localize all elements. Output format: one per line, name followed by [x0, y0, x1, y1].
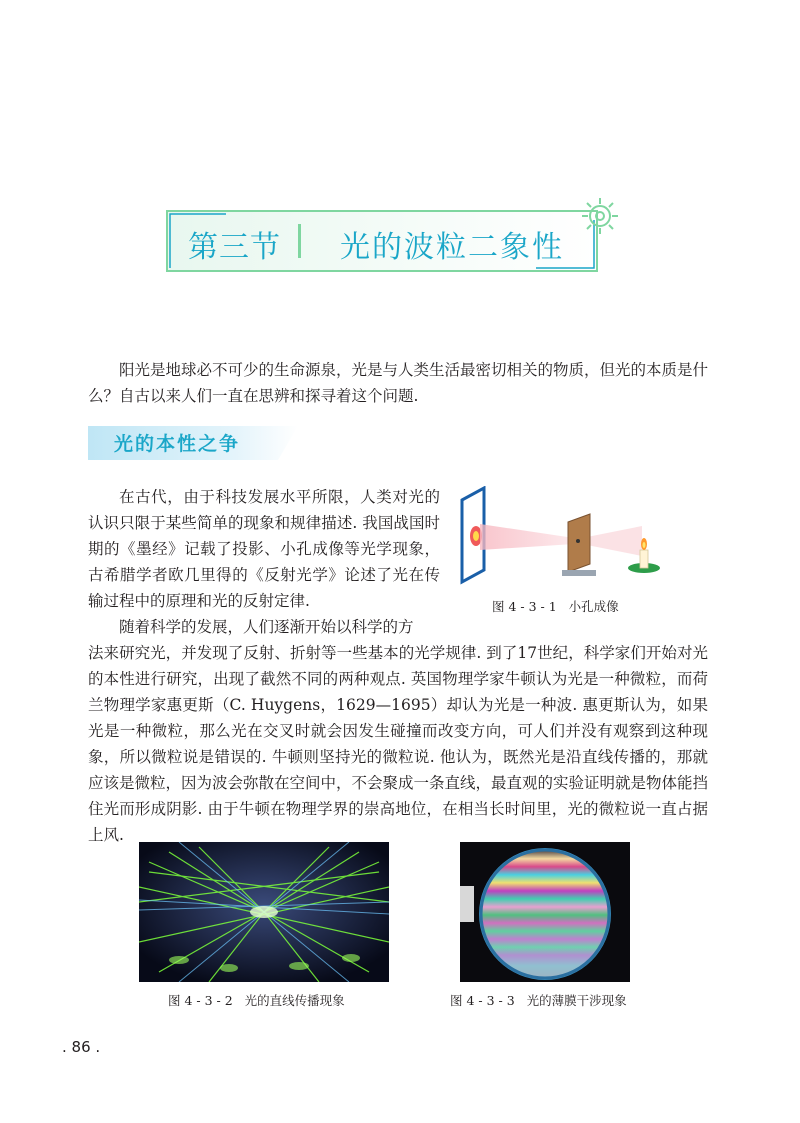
gear-icon	[578, 194, 622, 238]
section-number: 第三节	[188, 230, 281, 265]
paragraph-particle-wave-debate: 法来研究光，并发现了反射、折射等一些基本的光学规律. 到了17世纪，科学家们开始对光的本性进行研究，出现了截然不同的两种观点. 英国物理学家牛顿认为光是一种微粒，而荷兰物理学家惠更斯（C. Huygens，1629—1695）却认为光是一种波. 惠更斯认为，如果光是一种微粒，那么光在交叉时就会因发生碰撞而改变方向，可人们并没有观察到这种现象，所以微粒说是错误的. 牛顿则坚持光的微粒说. 他认为，既然光是沿直线传播的，那就应该是微粒，因为波会弥散在空间中，不会聚成一条直线，最直观的实验证明就是物体能挡住光而形成阴影. 由于牛顿在物理学界的崇高地位，在相当长时间里，光的微粒说一直占据上风.	[88, 644, 709, 844]
subsection-title: 光的本性之争	[114, 433, 241, 455]
pinhole-imaging-figure	[456, 486, 676, 586]
page-number: . 86 .	[62, 1038, 101, 1056]
figure-caption-thin-film: 图 4 - 3 - 3 光的薄膜干涉现象	[450, 993, 627, 1008]
figure-caption-laser: 图 4 - 3 - 2 光的直线传播现象	[168, 993, 345, 1008]
intro-paragraph: 阳光是地球必不可少的生命源泉，光是与人类生活最密切相关的物质，但光的本质是什么？自古以来人们一直在思辨和探寻着这个问题.	[88, 361, 709, 405]
thin-film-interference-photo	[460, 842, 630, 982]
figure-caption-pinhole: 图 4 - 3 - 1 小孔成像	[492, 599, 619, 614]
heading-divider	[298, 224, 301, 258]
paragraph-ancient-optics: 在古代，由于科技发展水平所限，人类对光的认识只限于某些简单的现象和规律描述. 我国战国时期的《墨经》记载了投影、小孔成像等光学现象，古希腊学者欧几里得的《反射光学》论述了光在传输过程中的原理和光的反射定律.	[88, 488, 440, 610]
section-title: 光的波粒二象性	[340, 230, 564, 265]
section-heading	[166, 210, 604, 274]
paragraph-science-start: 随着科学的发展，人们逐渐开始以科学的方	[119, 618, 414, 636]
laser-show-photo	[139, 842, 389, 982]
